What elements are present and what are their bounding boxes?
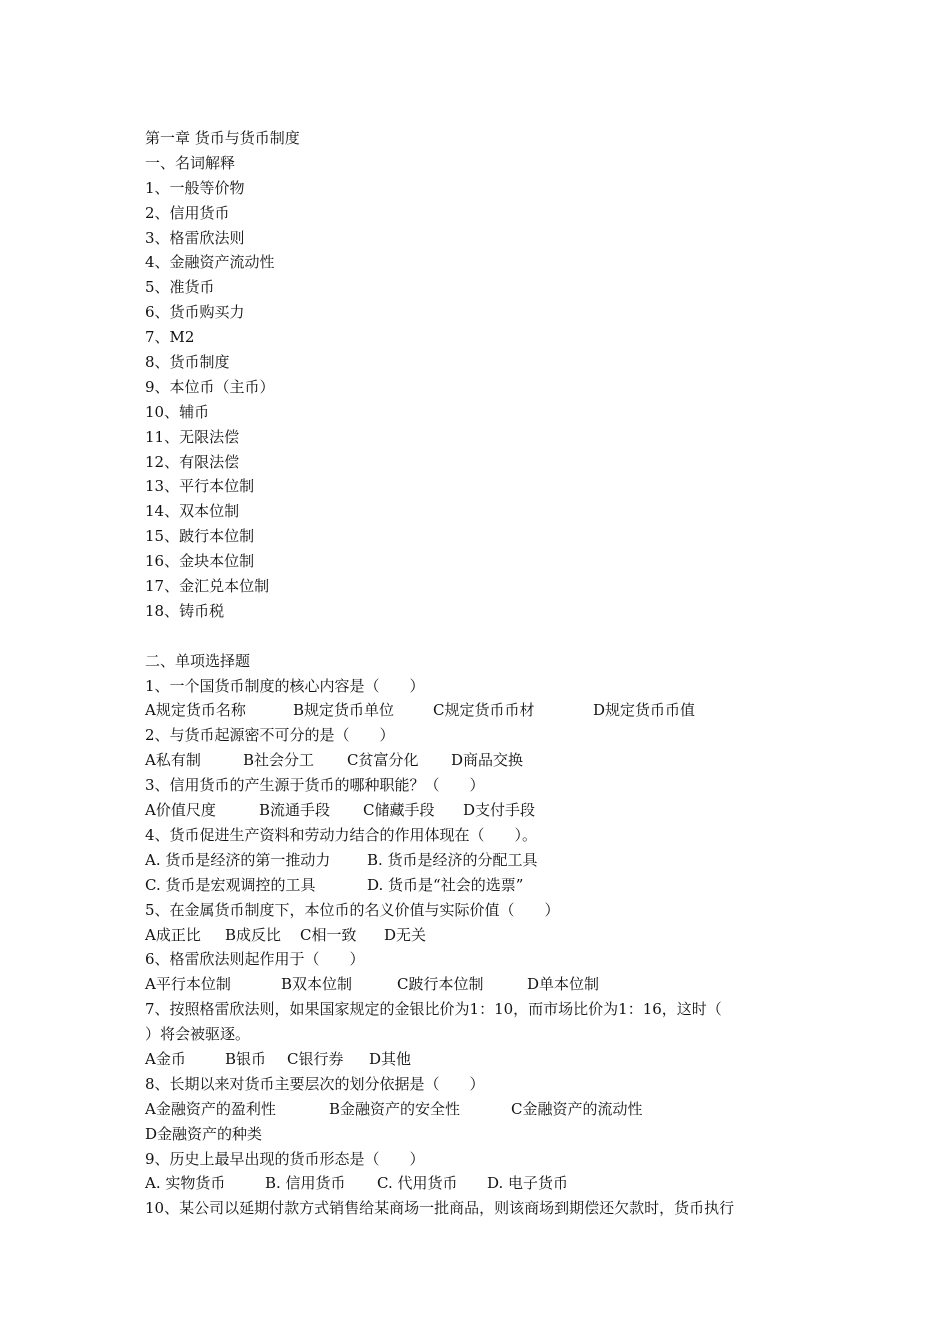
- question-1-options: [145, 698, 825, 723]
- option: B双本位制: [281, 975, 353, 994]
- term-item: 10、辅币: [145, 402, 210, 421]
- question-10: 10、某公司以延期付款方式销售给某商场一批商品，则该商场到期偿还欠款时，货币执行: [145, 1199, 735, 1218]
- term-item: 17、金汇兑本位制: [145, 577, 270, 596]
- term-item: 8、货币制度: [145, 353, 230, 372]
- option: B流通手段: [259, 801, 331, 820]
- question-4-options-row2: [145, 873, 825, 898]
- question-9-options: [145, 1171, 825, 1196]
- question-5-options: [145, 923, 825, 948]
- option: A金融资产的盈利性: [145, 1099, 276, 1118]
- option: D支付手段: [463, 801, 536, 820]
- question-2: 2、与货币起源密不可分的是（ ）: [145, 726, 395, 745]
- question-7-line1: 7、按照格雷欣法则，如果国家规定的金银比价为1：10，而市场比价为1：16，这时（: [145, 1000, 722, 1019]
- option: A. 货币是经济的第一推动力: [145, 850, 331, 869]
- option: B社会分工: [243, 751, 315, 770]
- term-item: 4、金融资产流动性: [145, 253, 275, 272]
- option: D商品交换: [451, 751, 524, 770]
- question-8: 8、长期以来对货币主要层次的划分依据是（ ）: [145, 1074, 485, 1093]
- term-item: 7、M2: [145, 328, 195, 347]
- option: A平行本位制: [145, 975, 231, 994]
- option: B金融资产的安全性: [329, 1099, 461, 1118]
- chapter-title: 第一章 货币与货币制度: [145, 129, 300, 147]
- option: A金币: [145, 1049, 186, 1068]
- question-3: 3、信用货币的产生源于货币的哪种职能？（ ）: [145, 776, 485, 795]
- section-heading-terms: 一、名词解释: [145, 153, 236, 172]
- term-item: 5、准货币: [145, 278, 215, 297]
- option: B. 信用货币: [265, 1174, 346, 1193]
- term-item: 15、跛行本位制: [145, 527, 255, 546]
- option: D其他: [369, 1049, 412, 1068]
- question-2-options: [145, 748, 825, 773]
- option: C相一致: [300, 925, 357, 944]
- term-item: 14、双本位制: [145, 502, 240, 521]
- term-item: 18、铸币税: [145, 601, 225, 620]
- question-9: 9、历史上最早出现的货币形态是（ ）: [145, 1149, 425, 1168]
- question-8-options: [145, 1097, 825, 1122]
- option: C贫富分化: [347, 751, 419, 770]
- option: D. 货币是“社会的选票”: [367, 875, 524, 894]
- option: C金融资产的流动性: [511, 1099, 643, 1118]
- option: C. 货币是宏观调控的工具: [145, 875, 316, 894]
- option: A价值尺度: [145, 801, 216, 820]
- term-item: 13、平行本位制: [145, 477, 255, 496]
- question-6: 6、格雷欣法则起作用于（ ）: [145, 950, 365, 969]
- option: B银币: [225, 1049, 267, 1068]
- term-item: 12、有限法偿: [145, 452, 240, 471]
- option: C跛行本位制: [397, 975, 484, 994]
- question-7-options: [145, 1047, 825, 1072]
- option: A规定货币名称: [145, 701, 246, 720]
- option: D单本位制: [527, 975, 600, 994]
- term-item: 6、货币购买力: [145, 303, 245, 322]
- question-6-options: [145, 972, 825, 997]
- option: C银行券: [287, 1049, 344, 1068]
- option: D金融资产的种类: [145, 1124, 263, 1143]
- option: D. 电子货币: [487, 1174, 569, 1193]
- option: A私有制: [145, 751, 201, 770]
- section-heading-choice: 二、单项选择题: [145, 651, 251, 670]
- blank-line: [145, 624, 825, 649]
- term-item: 2、信用货币: [145, 203, 230, 222]
- option: C规定货币币材: [433, 701, 535, 720]
- option: C. 代用货币: [377, 1174, 458, 1193]
- option: D无关: [384, 925, 427, 944]
- question-5: 5、在金属货币制度下，本位币的名义价值与实际价值（ ）: [145, 900, 560, 919]
- term-item: 11、无限法偿: [145, 427, 240, 446]
- question-7-line2: ）将会被驱逐。: [145, 1025, 251, 1044]
- document-body: [145, 126, 825, 1221]
- term-item: 16、金块本位制: [145, 552, 255, 571]
- option: A. 实物货币: [145, 1174, 226, 1193]
- question-4-options-row1: [145, 848, 825, 873]
- option: A成正比: [145, 925, 201, 944]
- term-item: 3、格雷欣法则: [145, 228, 245, 247]
- option: D规定货币币值: [593, 701, 696, 720]
- question-4: 4、货币促进生产资料和劳动力结合的作用体现在（ ）。: [145, 825, 538, 844]
- option: B规定货币单位: [293, 701, 395, 720]
- option: C储藏手段: [363, 801, 435, 820]
- term-item: 1、一般等价物: [145, 178, 245, 197]
- question-3-options: [145, 798, 825, 823]
- option: B成反比: [225, 925, 282, 944]
- term-item: 9、本位币（主币）: [145, 377, 275, 396]
- question-1: 1、一个国货币制度的核心内容是（ ）: [145, 676, 425, 695]
- option: B. 货币是经济的分配工具: [367, 850, 538, 869]
